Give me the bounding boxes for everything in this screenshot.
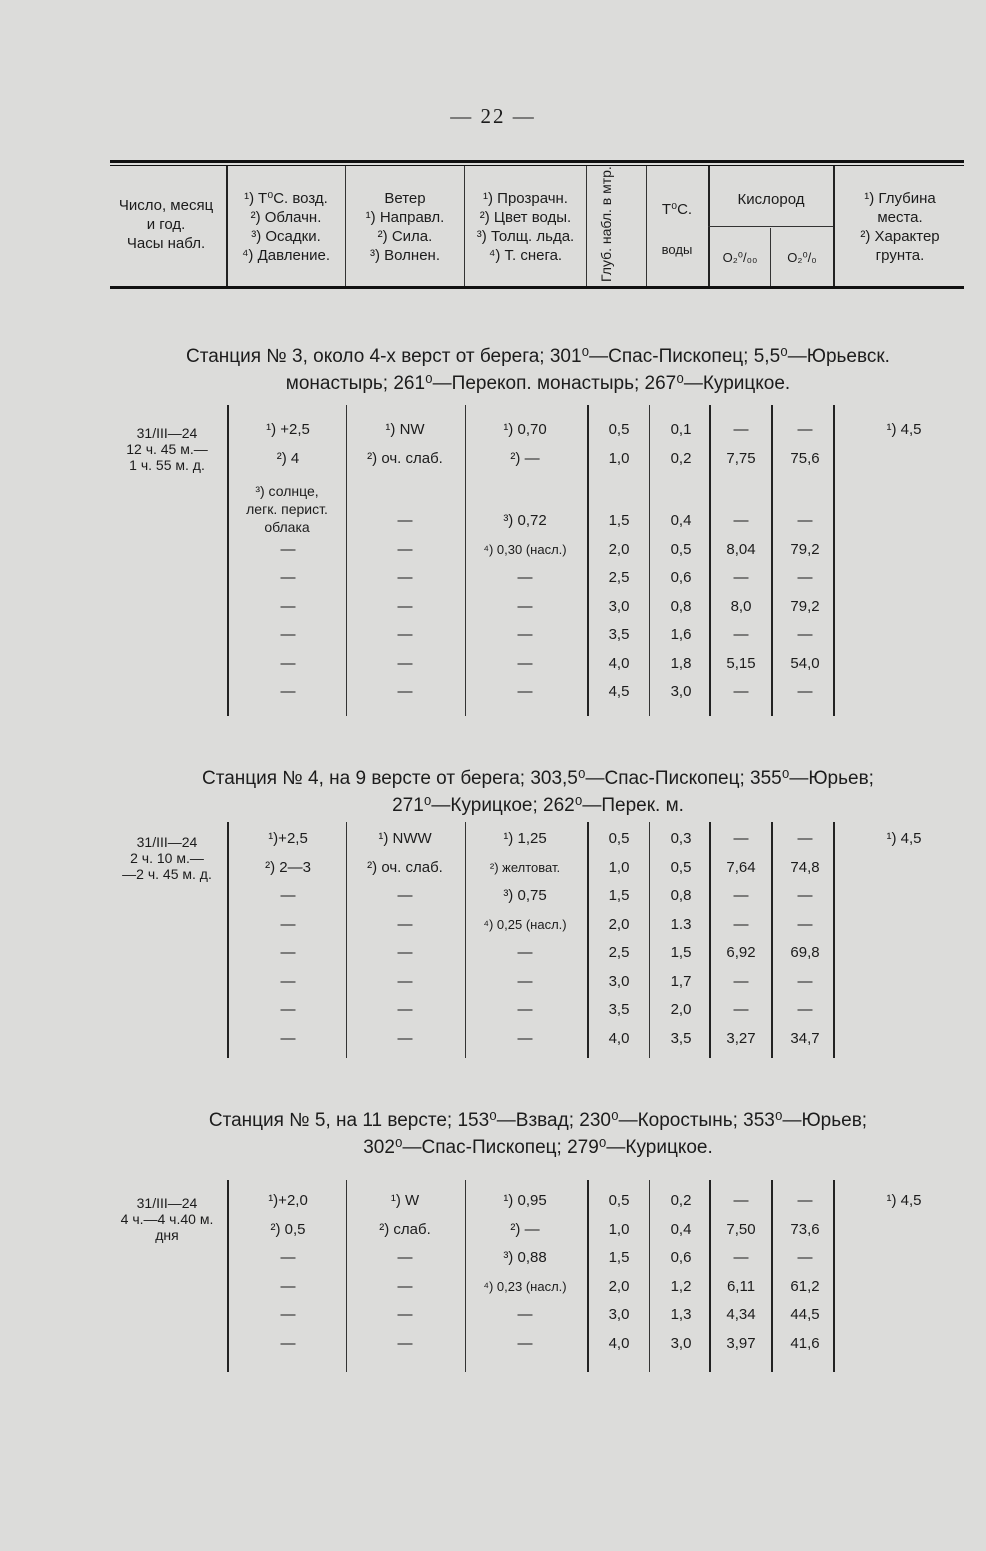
- table-cell: 7,64: [726, 858, 756, 876]
- date-line: дня: [155, 1227, 179, 1243]
- header-line: Часы набл.: [126, 235, 206, 252]
- table-cell: —: [280, 1306, 296, 1323]
- header-line: Ветер: [384, 190, 426, 207]
- header-line: ¹) Глубина: [864, 190, 936, 207]
- table-cell: —: [397, 626, 413, 644]
- header-depth-ground-column: [835, 189, 965, 265]
- table-cell: —: [397, 1334, 413, 1352]
- table-cell: ¹) 4,5: [886, 1192, 922, 1209]
- column-divider: [709, 822, 711, 1058]
- table-cell: 1,5: [608, 1249, 630, 1266]
- table-cell: —: [733, 683, 749, 701]
- table-cell: —: [797, 1249, 813, 1266]
- header-divider: [770, 228, 771, 286]
- table-cell: —: [797, 683, 813, 701]
- table-cell: —: [397, 1029, 413, 1047]
- table-cell: 1,6: [670, 626, 692, 644]
- table-cell: —: [797, 1192, 813, 1209]
- table-cell: ²) 2—3: [265, 858, 311, 876]
- column-divider: [587, 822, 589, 1058]
- header-divider: [708, 226, 834, 227]
- table-cell: ⁴) 0,30 (насл.): [483, 541, 567, 557]
- table-cell: —: [280, 1001, 296, 1018]
- note-line: облака: [264, 519, 310, 535]
- table-cell: 8,04: [726, 540, 756, 558]
- header-line: и год.: [146, 216, 186, 233]
- table-cell: —: [280, 626, 296, 644]
- table-cell: 6,11: [726, 1277, 756, 1295]
- table-cell: —: [517, 626, 533, 644]
- table-cell: —: [797, 830, 813, 847]
- table-cell: 1,3: [670, 1306, 692, 1323]
- header-top-rule-thin: [110, 165, 964, 166]
- table-cell: 1,2: [670, 1277, 692, 1295]
- table-cell: 3,97: [726, 1334, 756, 1352]
- header-date-column: [108, 196, 224, 253]
- table-cell: ⁴) 0,23 (насл.): [483, 1278, 567, 1294]
- table-cell: —: [397, 915, 413, 933]
- column-divider: [833, 822, 835, 1058]
- table-cell: 69,8: [790, 944, 820, 961]
- table-cell: —: [797, 512, 813, 530]
- table-cell: 5,15: [726, 654, 756, 672]
- table-cell: 4,0: [608, 1029, 630, 1047]
- table-cell: 4,5: [608, 683, 630, 701]
- table-cell: —: [733, 1192, 749, 1209]
- table-cell: 0,6: [670, 569, 692, 587]
- table-cell: —: [280, 1334, 296, 1352]
- table-cell: 0,5: [608, 830, 630, 847]
- table-cell: ¹) NWW: [378, 830, 432, 847]
- table-cell: —: [397, 972, 413, 990]
- table-cell: 41,6: [790, 1334, 820, 1352]
- header-line: ²) Цвет воды.: [479, 209, 572, 226]
- table-cell: —: [517, 1001, 533, 1018]
- table-cell: ²) 0,5: [270, 1220, 306, 1238]
- table-cell: —: [397, 1306, 413, 1323]
- table-cell: —: [280, 887, 296, 904]
- table-cell: 2,5: [608, 569, 630, 587]
- table-cell: 2,0: [608, 915, 630, 933]
- table-cell: —: [397, 540, 413, 558]
- table-cell: 0,8: [670, 887, 692, 904]
- table-cell: 3,27: [726, 1029, 756, 1047]
- table-cell: ³) 0,72: [503, 512, 547, 530]
- note-line: легк. перист.: [246, 501, 328, 517]
- table-cell: —: [733, 512, 749, 530]
- table-cell: —: [397, 569, 413, 587]
- header-water-label: воды: [661, 242, 693, 257]
- header-divider: [646, 166, 647, 286]
- table-cell: —: [797, 972, 813, 990]
- table-cell: —: [280, 569, 296, 587]
- table-cell: —: [280, 597, 296, 615]
- station-4-title-line-1: Станция № 4, на 9 версте от берега; 303,5⁰—Спас-Пископец; 355⁰—Юрьев;: [202, 768, 874, 789]
- column-divider: [227, 1180, 229, 1372]
- table-cell: 0,5: [608, 421, 630, 438]
- table-cell: —: [397, 1001, 413, 1018]
- header-top-rule: [110, 160, 964, 163]
- table-cell: —: [797, 626, 813, 644]
- header-weather-column: [228, 189, 344, 265]
- table-cell: ²) —: [510, 449, 540, 467]
- table-cell: 3,0: [608, 972, 630, 990]
- table-cell: 4,0: [608, 654, 630, 672]
- table-cell: —: [397, 654, 413, 672]
- table-cell: —: [280, 915, 296, 933]
- table-cell: 4,34: [726, 1306, 756, 1323]
- table-cell: 0,1: [670, 421, 692, 438]
- column-divider: [649, 822, 650, 1058]
- table-cell: 1,5: [608, 887, 630, 904]
- header-line: грунта.: [875, 247, 925, 264]
- table-cell: 0,2: [670, 1192, 692, 1209]
- header-bottom-rule: [110, 286, 964, 289]
- table-cell: —: [733, 915, 749, 933]
- table-cell: —: [733, 421, 749, 438]
- table-cell: —: [397, 944, 413, 961]
- table-cell: —: [733, 972, 749, 990]
- table-cell: ¹) NW: [385, 421, 425, 438]
- column-divider: [465, 822, 466, 1058]
- table-cell: ¹)+2,5: [268, 830, 308, 847]
- table-cell: ¹) 4,5: [886, 421, 922, 438]
- table-cell: 79,2: [790, 597, 820, 615]
- table-cell: 6,92: [726, 944, 756, 961]
- table-cell: —: [517, 1306, 533, 1323]
- table-cell: ¹) 0,95: [503, 1192, 547, 1209]
- header-water-temp: T⁰С.: [661, 201, 693, 218]
- table-cell: 0,4: [670, 1220, 692, 1238]
- table-cell: —: [397, 887, 413, 904]
- station-5-title-line-2: 302⁰—Спас-Пископец; 279⁰—Курицкое.: [363, 1137, 713, 1158]
- table-cell: 2,5: [608, 944, 630, 961]
- table-cell: 3,5: [608, 626, 630, 644]
- header-divider: [586, 166, 587, 286]
- table-cell: —: [517, 1029, 533, 1047]
- table-cell: —: [517, 597, 533, 615]
- note-line: ³) солнце,: [255, 483, 319, 499]
- table-cell: 1,7: [670, 972, 692, 990]
- table-cell: 1.3: [670, 915, 692, 933]
- table-cell: —: [517, 654, 533, 672]
- table-cell: 8,0: [730, 597, 752, 615]
- station-4-title-line-2: 271⁰—Курицкое; 262⁰—Перек. м.: [392, 795, 684, 816]
- table-cell: —: [733, 887, 749, 904]
- table-cell: 4,0: [608, 1334, 630, 1352]
- table-cell: —: [733, 830, 749, 847]
- table-cell: 0,2: [670, 449, 692, 467]
- table-cell: 0,6: [670, 1249, 692, 1266]
- table-cell: 3,5: [608, 1001, 630, 1018]
- date-line: 31/III—24: [136, 425, 198, 441]
- header-oxygen-permille: O₂⁰/₀₀: [722, 250, 758, 265]
- table-cell: —: [517, 683, 533, 701]
- header-line: ³) Волнен.: [369, 247, 440, 264]
- header-line: места.: [877, 209, 923, 226]
- table-cell: —: [517, 944, 533, 961]
- header-line: ¹) Направл.: [365, 209, 445, 226]
- table-cell: —: [797, 569, 813, 587]
- table-cell: —: [397, 1249, 413, 1266]
- table-cell: 3,0: [608, 1306, 630, 1323]
- column-divider: [346, 822, 347, 1058]
- table-cell: —: [797, 915, 813, 933]
- table-cell: ⁴) 0,25 (насл.): [483, 916, 567, 932]
- header-line: ³) Осадки.: [251, 228, 321, 245]
- table-cell: 1,0: [608, 449, 630, 467]
- table-cell: —: [797, 1001, 813, 1018]
- table-cell: 1,5: [608, 512, 630, 530]
- table-cell: 0,4: [670, 512, 692, 530]
- observation-date: [108, 1195, 226, 1243]
- header-line: ¹) T⁰С. возд.: [244, 190, 328, 207]
- table-cell: —: [280, 683, 296, 701]
- date-line: 12 ч. 45 м.—: [126, 441, 208, 457]
- header-line: ²) Облачн.: [250, 209, 322, 226]
- table-cell: 1,8: [670, 654, 692, 672]
- table-cell: 1,0: [608, 858, 630, 876]
- header-oxygen: Кислород: [737, 191, 805, 208]
- table-cell: —: [517, 972, 533, 990]
- table-cell: ³) 0,75: [503, 887, 547, 904]
- table-cell: 54,0: [790, 654, 820, 672]
- table-cell: 75,6: [790, 449, 820, 467]
- table-cell: —: [733, 626, 749, 644]
- table-cell: —: [280, 1277, 296, 1295]
- header-oxygen-percent: O₂⁰/₀: [787, 250, 817, 265]
- header-wind-column: [346, 189, 464, 265]
- table-cell: ²) слаб.: [379, 1220, 431, 1238]
- table-cell: —: [733, 569, 749, 587]
- table-cell: 61,2: [790, 1277, 820, 1295]
- table-cell: 79,2: [790, 540, 820, 558]
- table-cell: 3,5: [670, 1029, 692, 1047]
- date-line: 2 ч. 10 м.—: [130, 850, 204, 866]
- column-divider: [227, 822, 229, 1058]
- table-cell: ¹)+2,0: [268, 1192, 308, 1209]
- header-transparency-column: [465, 189, 586, 265]
- station-5-title-line-1: Станция № 5, на 11 версте; 153⁰—Взвад; 230⁰—Коростынь; 353⁰—Юрьев;: [208, 1110, 868, 1131]
- table-cell: —: [280, 972, 296, 990]
- header-line: ¹) Прозрачн.: [483, 190, 568, 207]
- date-line: —2 ч. 45 м. д.: [122, 866, 212, 882]
- table-cell: —: [733, 1001, 749, 1018]
- table-cell: 2,0: [670, 1001, 692, 1018]
- table-cell: 2,0: [608, 540, 630, 558]
- observation-date: [108, 834, 226, 882]
- table-cell: ¹) 0,70: [503, 421, 547, 438]
- table-cell: 7,75: [726, 449, 756, 467]
- date-line: 31/III—24: [136, 1195, 198, 1211]
- header-line: ⁴) Т. снега.: [488, 247, 563, 264]
- table-cell: 3,0: [670, 683, 692, 701]
- table-cell: ¹) W: [390, 1192, 420, 1209]
- page-number: — 22 —: [450, 104, 536, 128]
- table-cell: 2,0: [608, 1277, 630, 1295]
- date-line: 1 ч. 55 м. д.: [129, 457, 205, 473]
- table-cell: 7,50: [726, 1220, 756, 1238]
- date-line: 4 ч.—4 ч.40 м.: [120, 1211, 214, 1227]
- table-cell: —: [797, 887, 813, 904]
- table-cell: —: [733, 1249, 749, 1266]
- table-cell: 1,5: [670, 944, 692, 961]
- date-line: 31/III—24: [136, 834, 198, 850]
- table-cell: —: [797, 421, 813, 438]
- table-cell: 0,5: [608, 1192, 630, 1209]
- table-cell: 3,0: [670, 1334, 692, 1352]
- table-cell: ²) —: [510, 1220, 540, 1238]
- table-cell: 44,5: [790, 1306, 820, 1323]
- table-cell: ²) желтоват.: [489, 859, 561, 875]
- header-line: ⁴) Давление.: [241, 247, 330, 264]
- table-cell: ²) оч. слаб.: [367, 449, 443, 467]
- column-divider: [227, 405, 229, 716]
- table-cell: —: [517, 1334, 533, 1352]
- table-cell: 34,7: [790, 1029, 820, 1047]
- table-cell: ¹) 1,25: [503, 830, 547, 847]
- table-cell: —: [397, 512, 413, 530]
- table-cell: 0,8: [670, 597, 692, 615]
- table-cell: 0,5: [670, 858, 692, 876]
- table-cell: —: [397, 597, 413, 615]
- table-cell: 73,6: [790, 1220, 820, 1238]
- table-cell: ²) 4: [276, 449, 300, 467]
- station-3-title-line-2: монастырь; 261⁰—Перекоп. монастырь; 267⁰—Курицкое.: [285, 373, 791, 394]
- header-line: ²) Сила.: [377, 228, 433, 245]
- table-cell: —: [397, 683, 413, 701]
- table-cell: 3,0: [608, 597, 630, 615]
- table-cell: ³) 0,88: [503, 1249, 547, 1266]
- header-line: Число, месяц: [118, 197, 214, 214]
- table-cell: 1,0: [608, 1220, 630, 1238]
- table-cell: —: [280, 1249, 296, 1266]
- table-cell: —: [280, 1029, 296, 1047]
- table-cell: —: [280, 654, 296, 672]
- table-cell: 0,5: [670, 540, 692, 558]
- station-3-title-line-1: Станция № 3, около 4-х верст от берега; 301⁰—Спас-Пископец; 5,5⁰—Юрьевск.: [186, 346, 890, 367]
- table-cell: —: [517, 569, 533, 587]
- table-cell: —: [280, 540, 296, 558]
- table-cell: 74,8: [790, 858, 820, 876]
- header-depth-column: Глуб. набл. в мтр.: [598, 166, 614, 282]
- header-line: ³) Толщ. льда.: [476, 228, 575, 245]
- table-cell: ¹) 4,5: [886, 830, 922, 847]
- table-cell: —: [397, 1277, 413, 1295]
- cloud-note: [228, 482, 346, 536]
- table-cell: 0,3: [670, 830, 692, 847]
- observation-date: [108, 425, 226, 473]
- column-divider: [771, 822, 773, 1058]
- header-line: ²) Характер: [860, 228, 940, 245]
- table-cell: —: [280, 944, 296, 961]
- table-cell: ¹) +2,5: [266, 421, 310, 438]
- table-cell: ²) оч. слаб.: [367, 858, 443, 876]
